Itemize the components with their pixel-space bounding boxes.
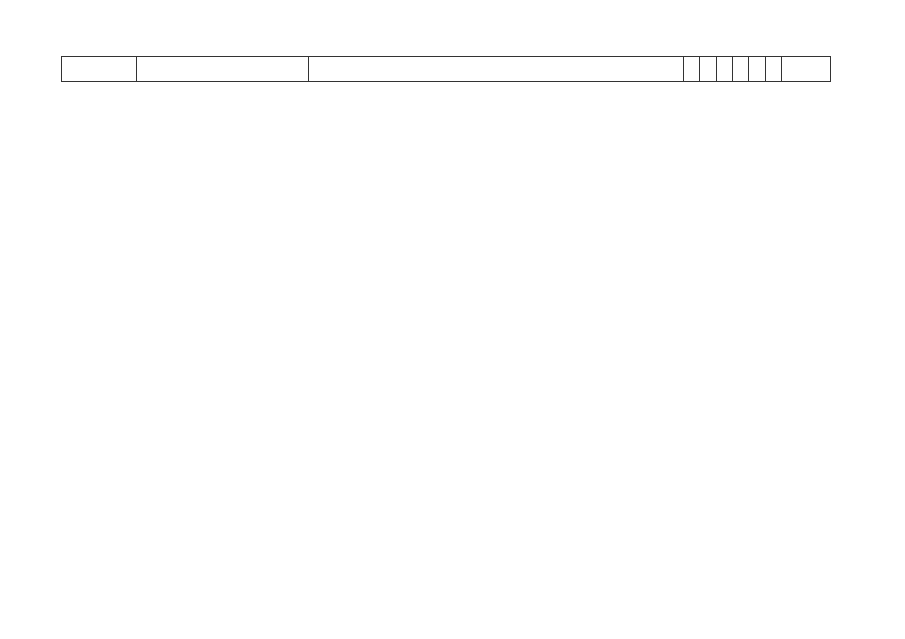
summary-households [62, 57, 137, 82]
summary-total [733, 57, 749, 82]
summary-total [781, 57, 830, 82]
summary-total [716, 57, 732, 82]
summary-org [308, 57, 683, 82]
summary-section [62, 57, 831, 82]
gas-connection-table [61, 56, 831, 82]
summary-total [765, 57, 781, 82]
summary-total [700, 57, 716, 82]
summary-total [749, 57, 765, 82]
document-sheet [61, 56, 831, 82]
summary-settlements [137, 57, 308, 82]
summary-row [62, 57, 831, 82]
summary-total [684, 57, 700, 82]
